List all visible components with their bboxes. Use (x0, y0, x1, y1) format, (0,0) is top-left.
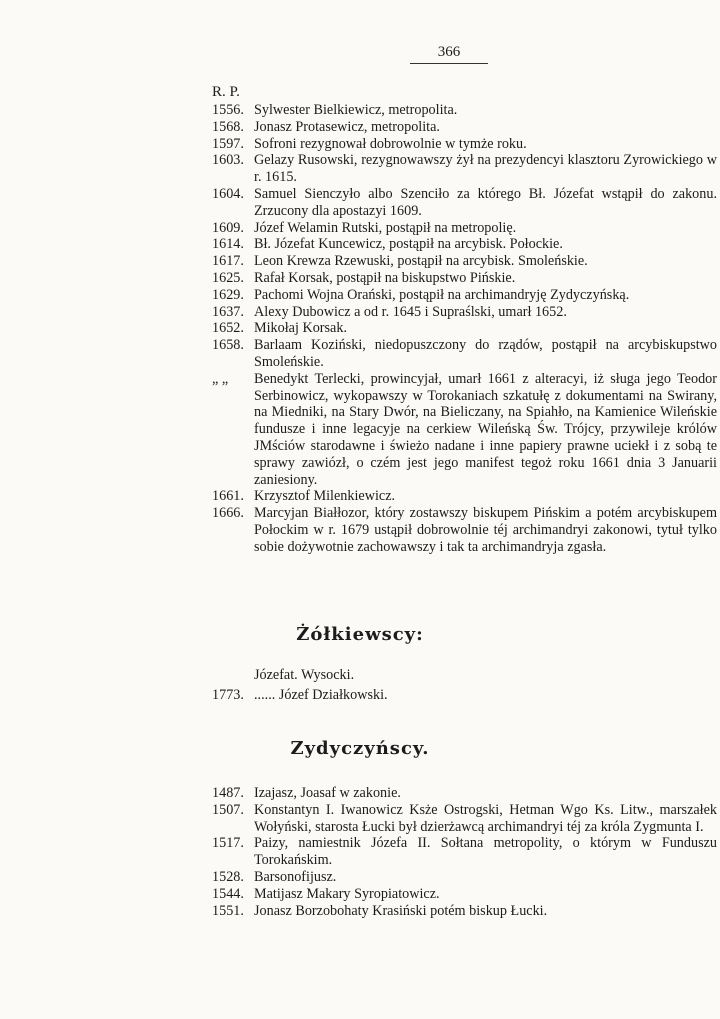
entry-year: 1773. (212, 687, 244, 703)
entry-year: 1637. (212, 303, 244, 320)
list-item (212, 102, 717, 119)
entry-text: Alexy Dubowicz a od r. 1645 i Supraślski, umarł 1652. (254, 303, 567, 320)
list-item (212, 835, 717, 869)
entry-text: Gelazy Rusowski, rezygnowawszy żył na prezydencyi klasztoru Zyrowickiego w r. 1615. (254, 152, 717, 186)
entry-text: Barlaam Koziński, niedopuszczony do rządów, postąpił na arcybiskupstwo Smoleńskie. (254, 337, 717, 370)
list-item (212, 220, 717, 237)
list-item (212, 136, 717, 153)
entry-text: Samuel Sienczyło albo Szenciło za którego Bł. Józefat wstąpił do zakonu. Zrzucony dla apostazyi 1609. (254, 185, 717, 219)
entry-text: Jonasz Protasewicz, metropolita. (254, 118, 440, 135)
entry-year: 1604. (212, 185, 244, 202)
entry-text: Izajasz, Joasaf w zakonie. (254, 785, 401, 801)
entry-text: Bł. Józefat Kuncewicz, postąpił na arcybisk. Połockie. (254, 236, 563, 253)
entry-text: Mikołaj Korsak. (254, 320, 347, 337)
entry-year: 1652. (212, 320, 244, 337)
entry-year: 1568. (212, 118, 244, 135)
entry-text: ...... Józef Działkowski. (254, 687, 388, 703)
section1-entries (212, 102, 717, 556)
entry-text: Sylwester Bielkiewicz, metropolita. (254, 102, 458, 118)
entry-year: 1629. (212, 286, 244, 303)
entry-year: 1507. (212, 801, 244, 818)
list-item (212, 903, 717, 920)
list-item (212, 152, 717, 186)
wysocki-line: Józefat. Wysocki. (254, 667, 355, 683)
entry-text: Sofroni rezygnował dobrowolnie w tymże roku. (254, 135, 527, 152)
entry-year: 1609. (212, 219, 244, 236)
entry-text: Barsonofijusz. (254, 868, 337, 885)
section-label-rp: R. P. (212, 84, 240, 100)
entry-text: Józef Welamin Rutski, postąpił na metropolię. (254, 219, 517, 236)
list-item (212, 886, 717, 903)
entry-text: Krzysztof Milenkiewicz. (254, 488, 396, 505)
entry-year: 1661. (212, 488, 244, 505)
list-item (212, 687, 717, 704)
entry-year: 1551. (212, 902, 244, 919)
entry-year: 1544. (212, 885, 244, 902)
entry-text: Pachomi Wojna Orański, postąpił na archimandryję Zydyczyńską. (254, 286, 630, 303)
list-item (212, 304, 717, 321)
list-item (212, 236, 717, 253)
list-item (212, 270, 717, 287)
entry-year: 1597. (212, 135, 244, 152)
section-heading-zolkiewscy: Żółkiewscy: (296, 624, 424, 645)
page-number: 366 (410, 44, 488, 64)
list-item (212, 119, 717, 136)
list-item (212, 337, 717, 371)
list-item (212, 488, 717, 505)
entry-text: Rafał Korsak, postąpił na biskupstwo Pińskie. (254, 269, 516, 286)
section-heading-zydyczynscy: Zydyczyńscy. (290, 738, 430, 759)
entry-year: 1556. (212, 102, 244, 118)
list-item (212, 371, 717, 489)
entry-year: 1487. (212, 785, 244, 801)
entry-year: 1528. (212, 868, 244, 885)
section3-entries (212, 785, 717, 919)
entry-year: 1617. (212, 253, 244, 270)
entry-year: 1625. (212, 269, 244, 286)
entry-text: Konstantyn I. Iwanowicz Ksże Ostrogski, Hetman Wgo Ks. Litw., marszałek Wołyński, starosta Łucki był dzierżawcą archimandryi téj za króla Zygmunta I. (254, 801, 717, 835)
entry-year: 1666. (212, 505, 244, 522)
entry-text: Matijasz Makary Syropiatowicz. (254, 885, 440, 902)
list-item (212, 287, 717, 304)
list-item (212, 785, 717, 802)
entry-year: 1658. (212, 337, 244, 354)
list-item (212, 320, 717, 337)
entry-year: 1614. (212, 236, 244, 253)
list-item (212, 802, 717, 836)
entry-text: Leon Krewza Rzewuski, postąpił na arcybisk. Smoleńskie. (254, 253, 588, 270)
list-item (212, 253, 717, 270)
entry-text: Paizy, namiestnik Józefa II. Sołtana metropolity, o którym w Funduszu Torokańskim. (254, 835, 717, 869)
list-item (212, 505, 717, 555)
entry-text: Marcyjan Białłozor, który zostawszy biskupem Pińskim a potém arcybiskupem Połockim w r. 1679 ustąpił dobrowolnie téj archimandryi zakonowi, tytuł tylko sobie dożywotnie zachowawszy i tak ta archimandryja zgasła. (254, 505, 717, 555)
entry-text: Jonasz Borzobohaty Krasiński potém biskup Łucki. (254, 902, 548, 919)
entry-text: Benedykt Terlecki, prowincyjał, umarł 1661 z alteracyi, iż sługa jego Teodor Serbinowicz, wykopawszy w Torokaniach szkatułę z dokumentami na Swirany, na Miedniki, na Stary Dwór, na Bieliczany, na Spiahło, na Kamienice Wileńskie fundusze i inne legacyje na cerkiew Wileńską Św. Trójcy, przywileje królów JMściów starodawne i świeżo nadane i inne papiery prawne uciekł i z sobą te sprawy zawiózł, o czém jest jego manifest tegoż roku 1661 dnia 3 Januarii zaniesiony. (254, 370, 717, 488)
entry-year: „ „ (212, 370, 229, 387)
entry-year: 1517. (212, 835, 244, 852)
list-item (212, 186, 717, 220)
entry-year: 1603. (212, 152, 244, 169)
list-item (212, 869, 717, 886)
